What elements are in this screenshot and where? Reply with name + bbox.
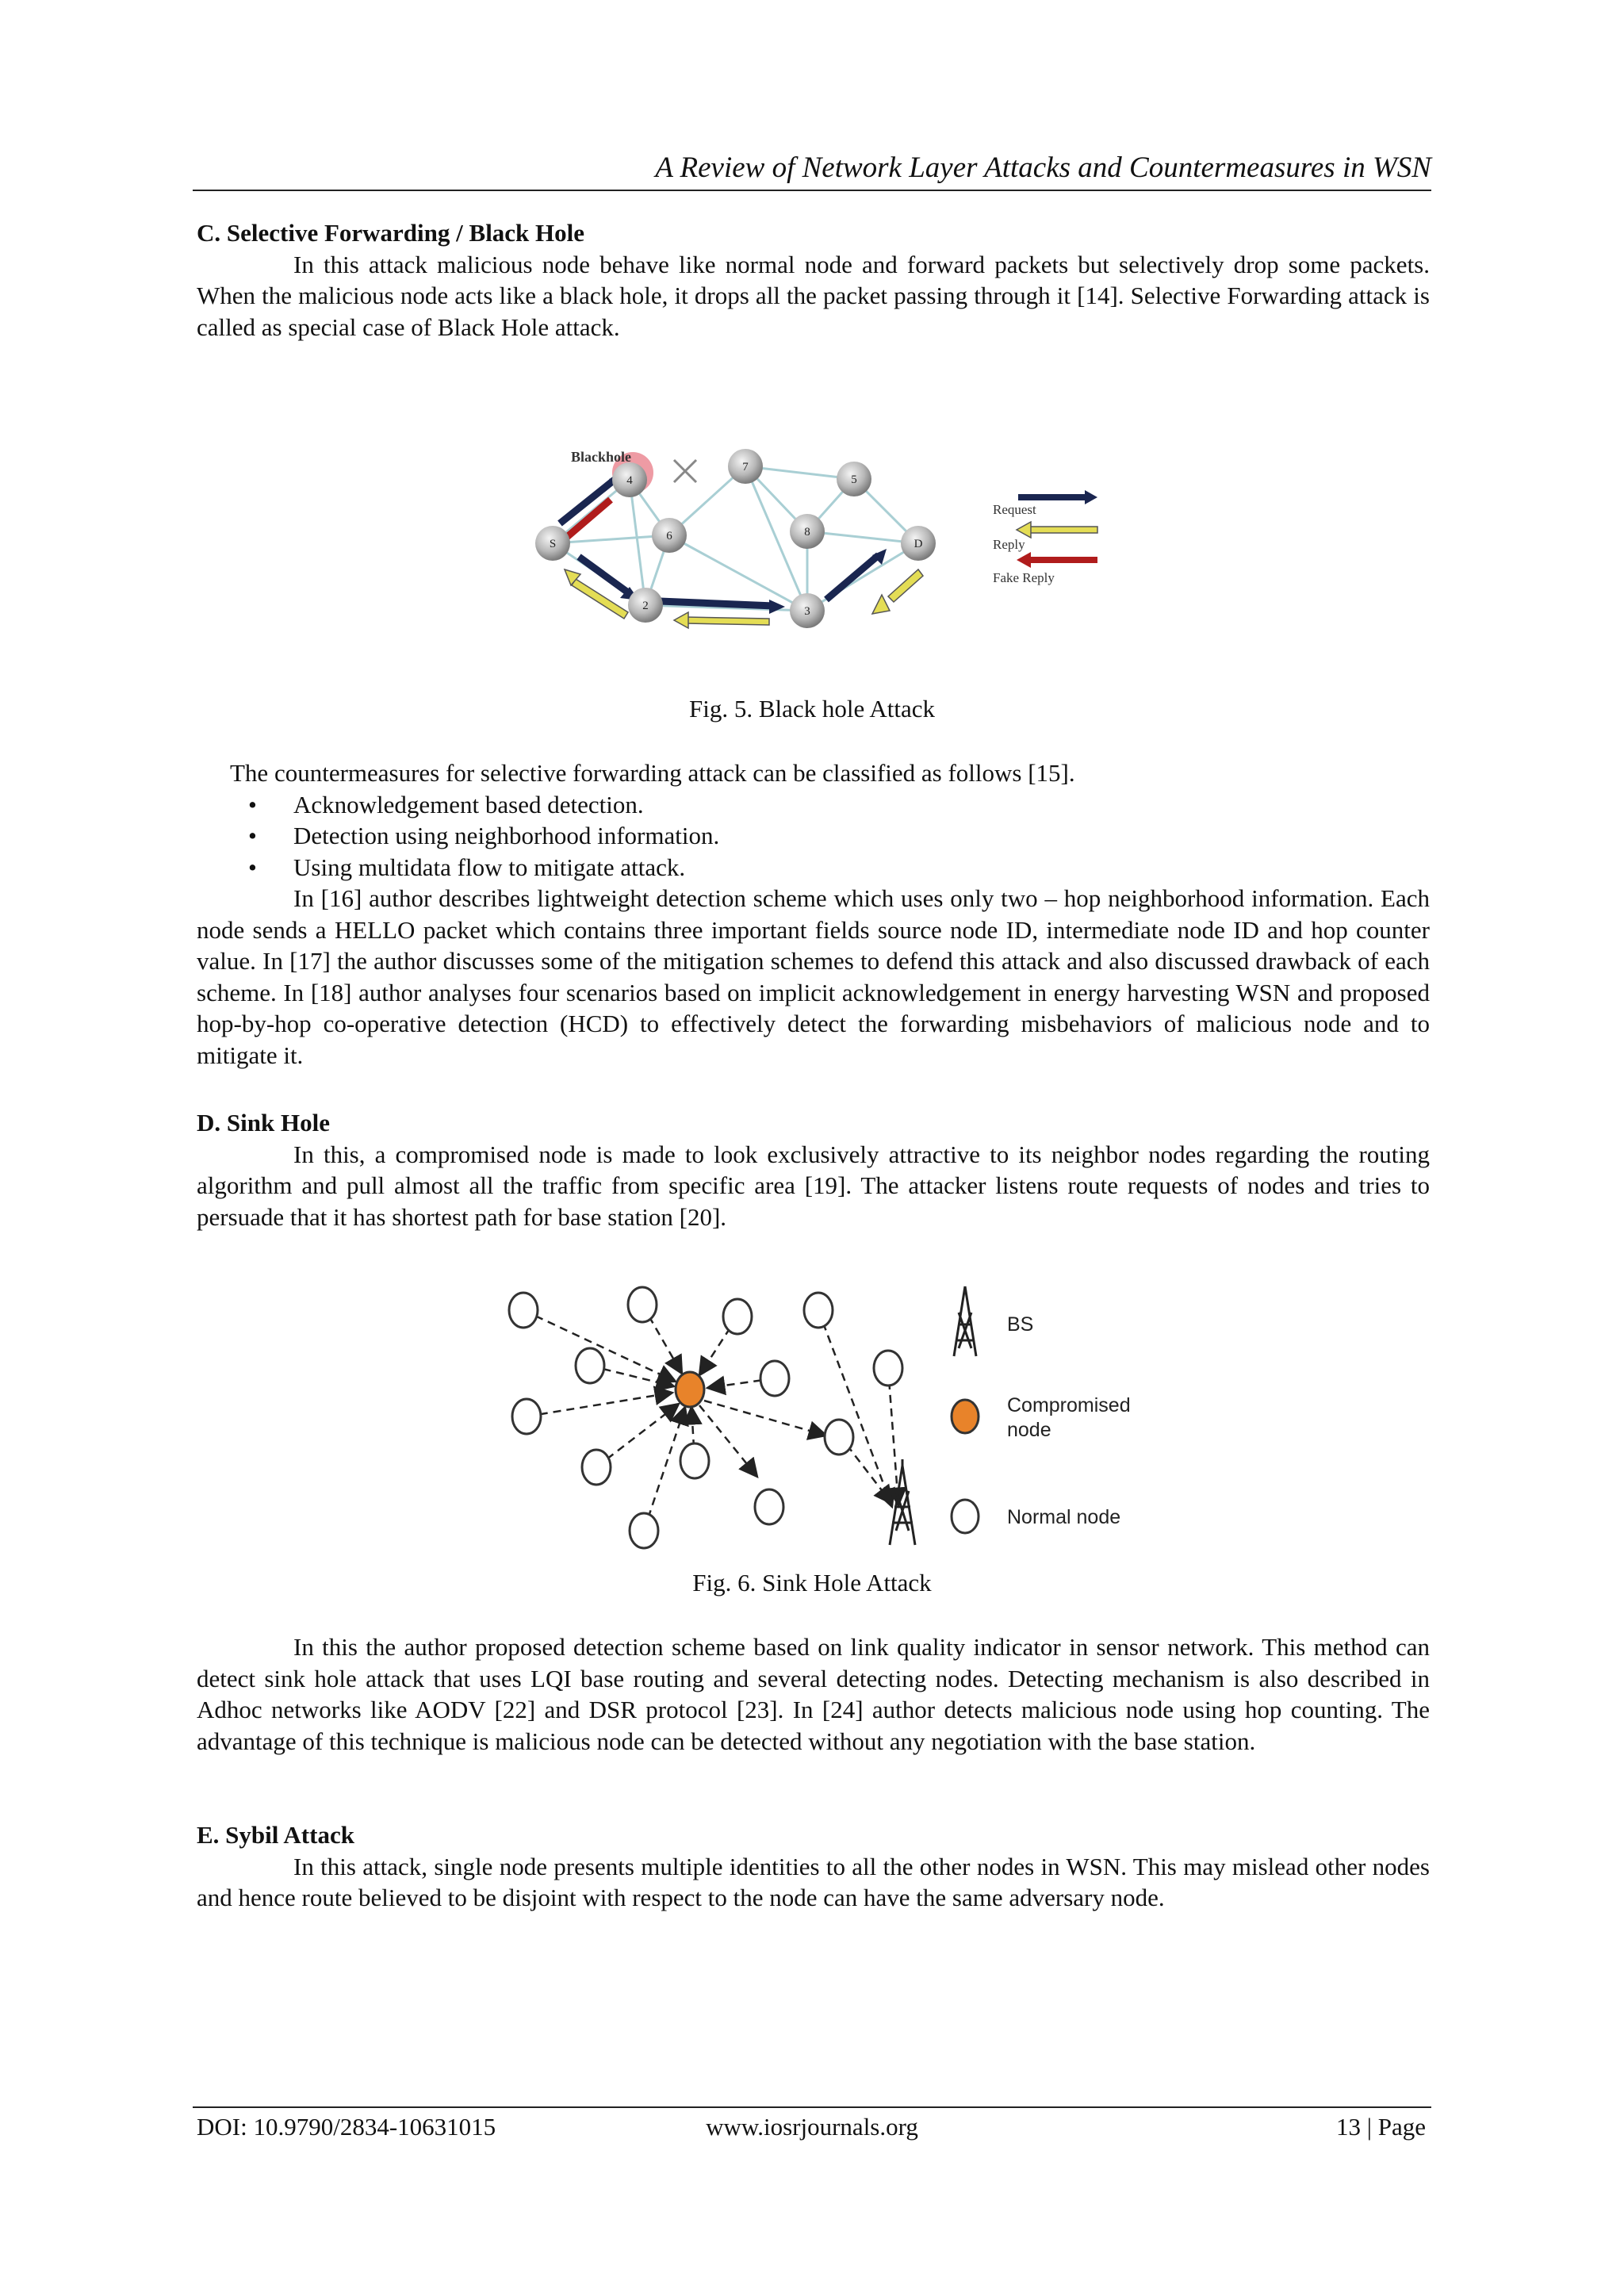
- svg-text:6: 6: [666, 530, 672, 542]
- section-d-continued: [197, 1631, 1430, 1757]
- node-6: [652, 518, 687, 553]
- svg-text:S: S: [549, 538, 557, 550]
- legend-tower-icon: [954, 1286, 976, 1356]
- section-heading-c: C. Selective Forwarding / Black Hole: [197, 219, 585, 247]
- list-item: • Detection using neighborhood information.: [197, 820, 1430, 852]
- svg-text:7: 7: [742, 461, 749, 473]
- legend-normal-icon: [952, 1500, 979, 1533]
- paragraph: In this attack malicious node behave like normal node and forward packets but selectively drop some packets. When the malicious node acts like a black hole, it drops all the packet passing through it [14]. Selective Forwarding attack is called as special case of Black Hole attack.: [197, 250, 1430, 341]
- running-header: A Review of Network Layer Attacks and Countermeasures in WSN: [655, 151, 1431, 184]
- node-7: [728, 449, 763, 484]
- footer-page-number: 13 | Page: [1336, 2113, 1426, 2141]
- header-rule: [193, 190, 1431, 191]
- normal-nodes: [509, 1287, 902, 1548]
- paragraph: In this the author proposed detection scheme based on link quality indicator in sensor network. This method can detect sink hole attack that uses LQI base routing and several detecting nodes. Detecting mechanism is also described in Adhoc networks like AODV [22] and DSR protocol [23]. In [24] author detects malicious node using hop counting. The advantage of this technique is malicious node can be detected without any negotiation with the base station.: [197, 1633, 1430, 1755]
- sinkhole-edges: [523, 1305, 898, 1531]
- legend-bs-label: BS: [1007, 1313, 1034, 1336]
- node-2: [628, 588, 663, 623]
- svg-text:3: 3: [804, 605, 810, 618]
- svg-text:2: 2: [642, 600, 649, 612]
- legend-reply: Reply: [993, 537, 1025, 552]
- blackhole-label: Blackhole: [571, 449, 632, 465]
- svg-text:5: 5: [851, 473, 857, 486]
- legend-compromised-label-1: Compromised: [1007, 1394, 1131, 1416]
- figure-5-caption: Fig. 5. Black hole Attack: [689, 695, 935, 723]
- legend-normal-label: Normal node: [1007, 1506, 1121, 1528]
- node-3: [790, 593, 825, 628]
- section-heading-d: D. Sink Hole: [197, 1109, 330, 1137]
- compromised-node: [676, 1372, 704, 1407]
- section-c: [197, 217, 1430, 343]
- node-4: [612, 462, 647, 497]
- request-arrows: [560, 472, 887, 614]
- node-5: [837, 462, 871, 496]
- section-heading-e: E. Sybil Attack: [197, 1821, 354, 1849]
- countermeasures-intro: The countermeasures for selective forwarding attack can be classified as follows [15].: [230, 759, 1075, 787]
- section-d: [197, 1107, 1430, 1232]
- paragraph: In this attack, single node presents multiple identities to all the other nodes in WSN. This may mislead other nodes and hence route believed to be disjoint with respect to the node can have the same adversary node.: [197, 1852, 1430, 1911]
- paragraph: In this, a compromised node is made to look exclusively attractive to its neighbor nodes regarding the routing algorithm and pull almost all the traffic from specific area [19]. The attacker listens route requests of nodes and tries to persuade that it has shortest path for base station [20].: [197, 1140, 1430, 1231]
- list-item: • Acknowledgement based detection.: [197, 789, 1430, 821]
- legend-fake-reply: Fake Reply: [993, 570, 1055, 585]
- legend-request: Request: [993, 502, 1036, 517]
- countermeasures-list: [197, 789, 1430, 884]
- node-d: [901, 526, 936, 561]
- footer-rule: [193, 2106, 1431, 2108]
- figure-6-caption: Fig. 6. Sink Hole Attack: [692, 1569, 932, 1596]
- figure-5-blackhole-diagram: [444, 381, 1205, 698]
- broken-link-x: [674, 460, 696, 482]
- figure-6-sinkhole-diagram: [492, 1269, 1142, 1554]
- reply-arrows: [565, 569, 923, 628]
- footer-website: www.iosrjournals.org: [706, 2113, 918, 2141]
- node-8: [790, 514, 825, 549]
- legend-compromised-label-2: node: [1007, 1419, 1051, 1441]
- svg-text:4: 4: [626, 474, 633, 487]
- node-s: [535, 526, 570, 561]
- svg-text:D: D: [914, 538, 923, 550]
- base-station-tower-icon: [890, 1459, 915, 1545]
- legend-compromised-icon: [952, 1400, 979, 1433]
- paragraph: In [16] author describes lightweight detection scheme which uses only two – hop neighborhood information. Each node sends a HELLO packet which contains three important fields source node ID, intermediate node ID and hop counter value. In [17] the author discusses some of the mitigation schemes to defend this attack and also discussed drawback of each scheme. In [18] author analyses four scenarios based on implicit acknowledgement in energy harvesting WSN and proposed hop-by-hop co-operative detection (HCD) to effectively detect the forwarding misbehaviors of malicious node and to mitigate it.: [197, 884, 1430, 1069]
- section-e: [197, 1819, 1430, 1914]
- footer-doi: DOI: 10.9790/2834-10631015: [197, 2113, 496, 2141]
- svg-text:8: 8: [804, 526, 810, 539]
- figure-6-legend: [952, 1286, 1131, 1533]
- countermeasures-section: [197, 757, 1430, 1071]
- list-item: • Using multidata flow to mitigate attack.: [197, 852, 1430, 884]
- figure-5-legend: [993, 490, 1097, 585]
